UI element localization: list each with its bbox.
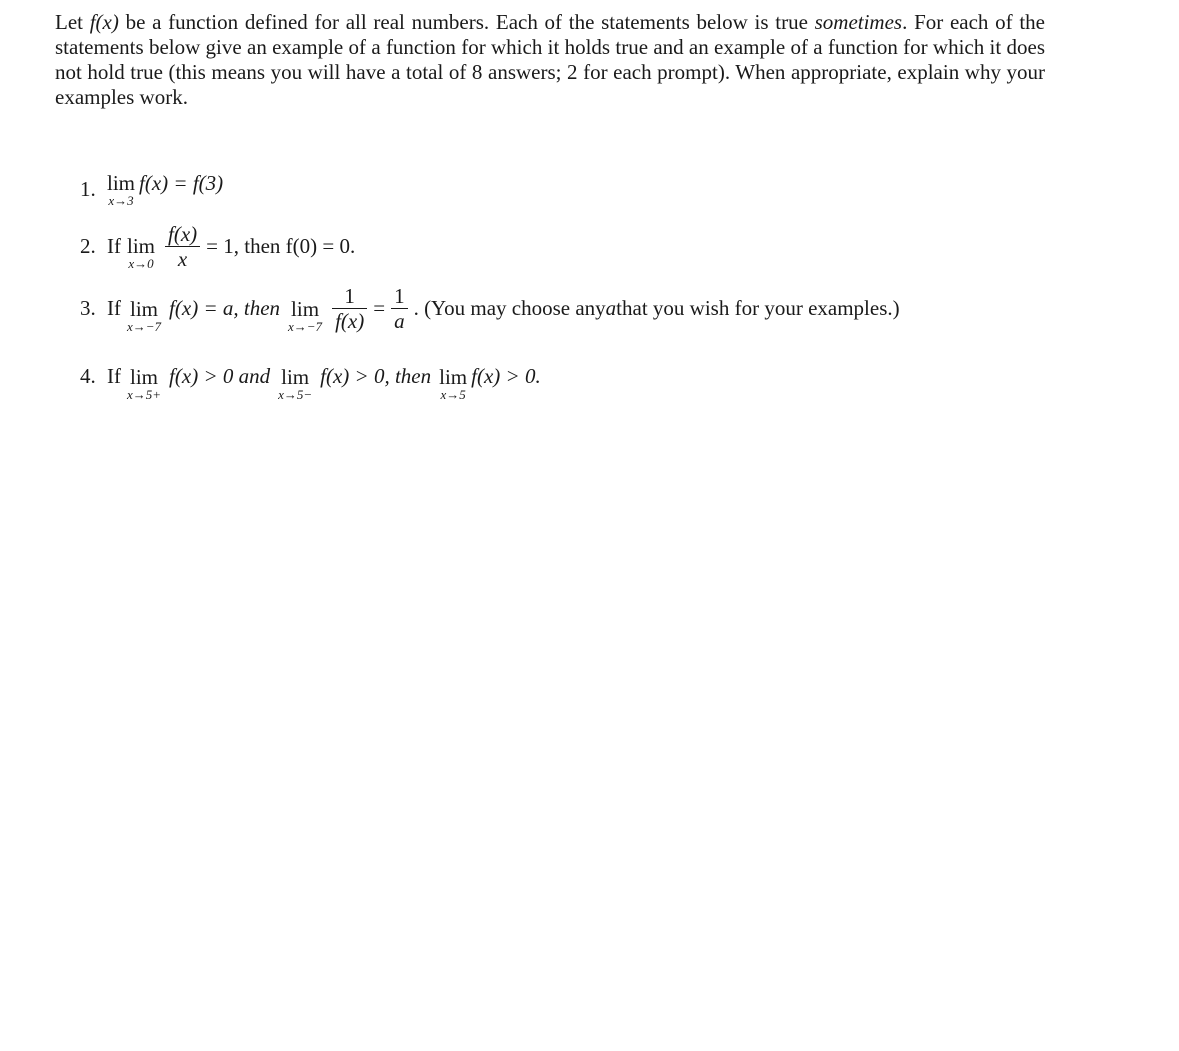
fraction-numerator: 1 — [344, 284, 355, 308]
item-number: 1. — [80, 177, 96, 201]
lim-subscript: x→3 — [108, 193, 134, 208]
lim-subscript: x→−7 — [127, 319, 162, 334]
fraction-numerator: f(x) — [168, 222, 198, 246]
lim-word: lim — [130, 365, 159, 389]
item-note-b: that you wish for your examples.) — [616, 296, 900, 320]
lim-subscript: x→−7 — [288, 319, 323, 334]
intro-paragraph — [55, 10, 1045, 110]
fraction — [391, 284, 408, 333]
intro-text-1: Let — [55, 10, 90, 34]
fraction-denominator: a — [394, 309, 405, 333]
limit-operator — [127, 366, 161, 401]
lim-subscript: x→5− — [278, 387, 313, 402]
fraction-numerator: 1 — [394, 284, 405, 308]
item-expression: f(x) > 0. — [471, 364, 541, 388]
prompt-item-2 — [80, 222, 355, 271]
intro-text-2: be a function defined for all real numbers. Each of the statements below is true — [118, 10, 815, 34]
limit-operator — [288, 298, 322, 333]
lim-word: lim — [127, 234, 156, 258]
limit-operator — [278, 366, 312, 401]
lim-word: lim — [281, 365, 310, 389]
item-note-variable: a — [605, 296, 617, 320]
lim-word: lim — [291, 297, 320, 321]
fraction — [332, 284, 367, 333]
item-note-a: . (You may choose any — [413, 296, 606, 320]
intro-fx: f(x) — [89, 10, 119, 34]
item-expression: = 1, then f(0) = 0. — [206, 234, 356, 258]
item-number: 2. — [80, 234, 96, 258]
item-expression: f(x) > 0 and — [169, 364, 271, 388]
prompt-item-3 — [80, 284, 900, 333]
item-prefix: If — [107, 296, 121, 320]
fraction-denominator: f(x) — [335, 309, 365, 333]
fraction-denominator: x — [177, 247, 188, 271]
item-expression: f(x) = a, then — [169, 296, 281, 320]
item-expression: f(x) = f(3) — [139, 171, 224, 195]
intro-text-3: . For each of the statements below give an example of a function for which it holds true and an example of a function for which it does not hold true (this means you will have a total of 8 answers; 2 for each prompt). When appropriate, explain why your examples work. — [55, 10, 1045, 109]
limit-operator — [127, 235, 155, 270]
lim-word: lim — [107, 171, 136, 195]
prompt-item-1 — [80, 172, 223, 207]
lim-word: lim — [130, 297, 159, 321]
lim-subscript: x→5 — [440, 387, 466, 402]
intro-emphasis: sometimes — [814, 10, 903, 34]
item-number: 3. — [80, 296, 96, 320]
item-expression: f(x) > 0, then — [320, 364, 432, 388]
limit-operator — [439, 366, 467, 401]
lim-subscript: x→5+ — [127, 387, 162, 402]
prompt-item-4 — [80, 352, 541, 401]
limit-operator — [107, 172, 135, 207]
fraction — [165, 222, 200, 271]
equals-sign: = — [373, 296, 386, 320]
item-prefix: If — [107, 234, 121, 258]
limit-operator — [127, 298, 161, 333]
lim-word: lim — [439, 365, 468, 389]
lim-subscript: x→0 — [128, 256, 154, 271]
item-prefix: If — [107, 364, 121, 388]
item-number: 4. — [80, 364, 96, 388]
